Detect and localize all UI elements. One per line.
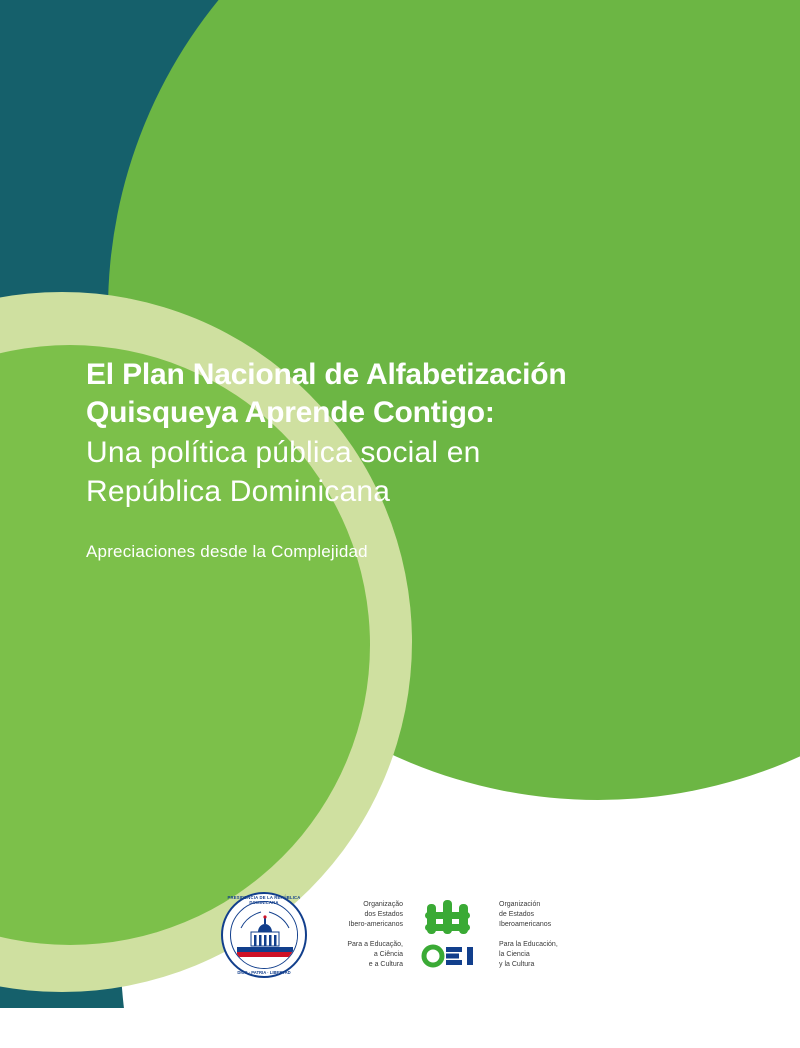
- presidency-seal-icon: [221, 892, 307, 978]
- oei-es-line-4: Para la Educación,: [499, 941, 558, 948]
- title-line-2: Quisqueya Aprende Contigo:: [86, 396, 495, 430]
- oei-logo-icon: [421, 898, 481, 972]
- title-line-1: El Plan Nacional de Alfabetización: [86, 358, 567, 391]
- title-line-3: Una política pública social en: [86, 435, 481, 469]
- oei-es-line-2: de Estados: [499, 910, 535, 918]
- oei-pt-line-4: Para a Educação,: [347, 941, 403, 948]
- oei-pt-line-6: e a Cultura: [368, 961, 403, 969]
- seal-bottom-text: DIOS · PATRIA · LIBERTAD: [237, 970, 291, 975]
- background-bottom-white-strip: [0, 1008, 800, 1048]
- logo-strip: [0, 880, 800, 990]
- oei-es-line-3: Iberoamericanos: [499, 920, 552, 928]
- cover-subtitle: Apreciaciones desde la Complejidad: [86, 541, 368, 561]
- oei-pt-line-1: Organização: [363, 900, 403, 908]
- seal-top-text: PRESIDENCIA DE LA REPÚBLICA DOMINICANA: [227, 895, 301, 905]
- oei-es-line-5: la Ciencia: [499, 951, 530, 959]
- oei-pt-line-3: Ibero-americanos: [348, 920, 403, 928]
- oei-es-line-6: y la Cultura: [499, 961, 535, 969]
- cover-title-block: [86, 356, 736, 562]
- oei-pt-line-2: dos Estados: [364, 910, 403, 918]
- oei-portuguese-text: [325, 900, 403, 971]
- oei-pt-line-5: a Ciência: [373, 951, 403, 959]
- title-line-4: República Dominicana: [86, 475, 391, 509]
- oei-es-line-1: Organización: [499, 900, 541, 908]
- oei-spanish-text: [499, 900, 579, 971]
